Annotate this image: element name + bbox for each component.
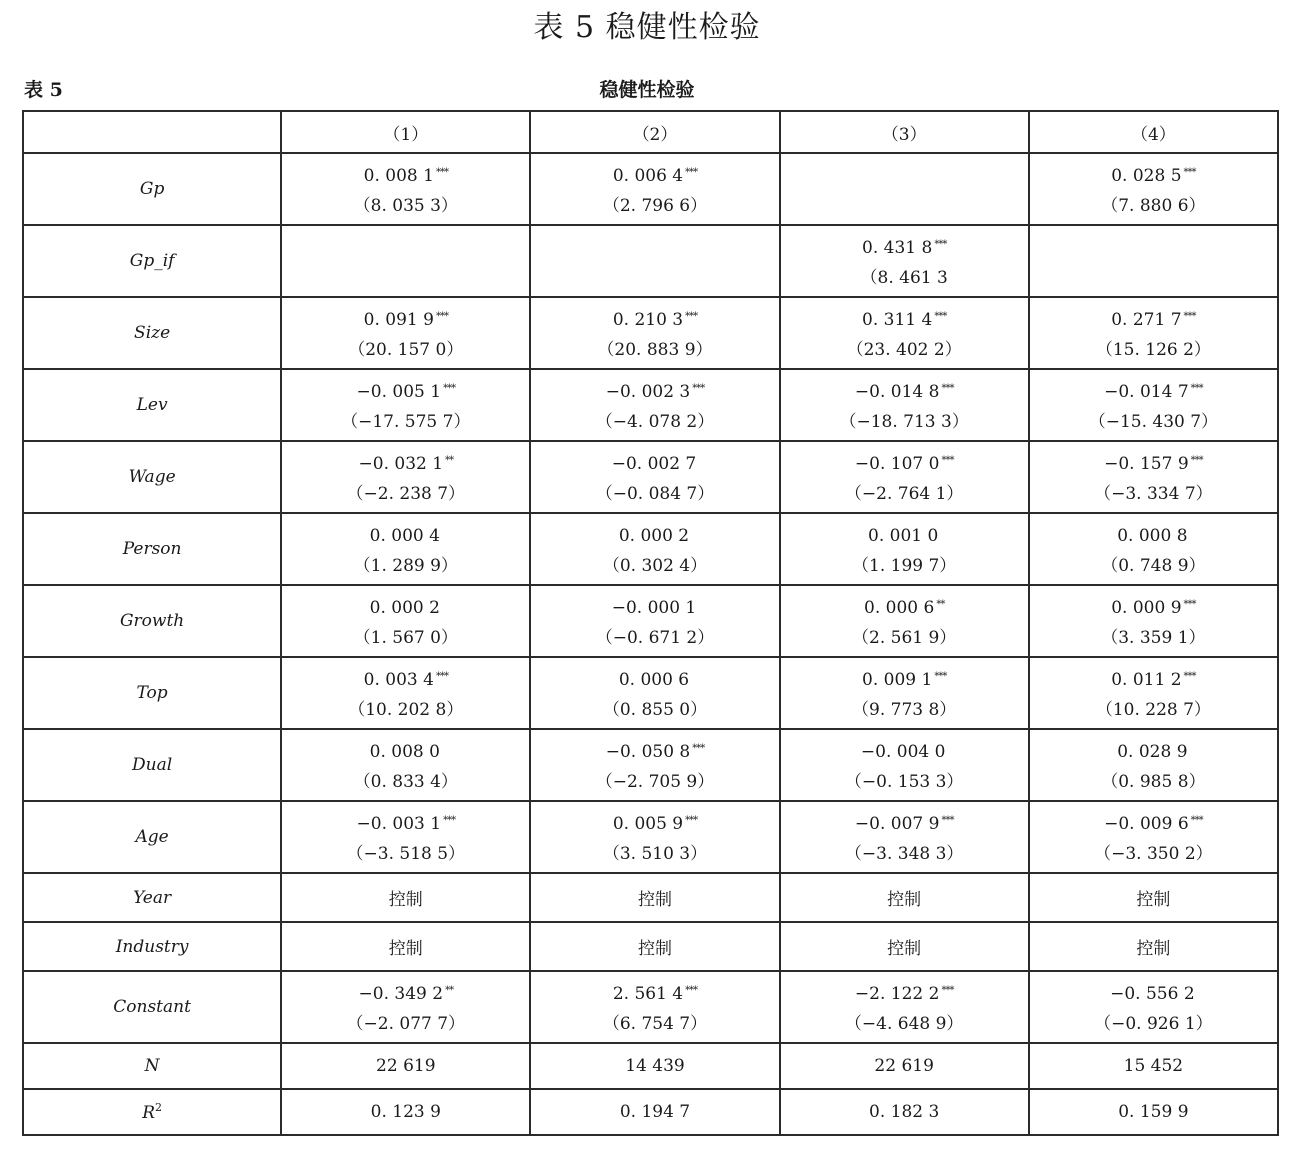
table-cell	[530, 369, 779, 441]
coefficient: −0. 157 9	[1104, 453, 1189, 474]
control-cell: 控制	[1029, 922, 1278, 971]
t-statistic: （−2. 705 9）	[595, 771, 715, 792]
t-statistic: （15. 126 2）	[1095, 339, 1211, 360]
t-statistic: （0. 985 8）	[1101, 771, 1206, 792]
significance-stars: ***	[435, 166, 448, 178]
table-cell	[530, 801, 779, 873]
significance-stars: ***	[941, 382, 954, 394]
significance-stars: ***	[1183, 598, 1196, 610]
coefficient: −0. 002 3	[605, 381, 691, 402]
coefficient: 0. 000 6	[864, 597, 935, 618]
t-statistic: （10. 228 7）	[1095, 699, 1211, 720]
t-statistic: （−2. 764 1）	[844, 483, 964, 504]
table-row-growth	[23, 585, 1278, 657]
table-label: 表 5	[24, 79, 63, 101]
table-cell	[281, 225, 530, 297]
coefficient: −0. 002 7	[611, 453, 697, 474]
table-cell	[780, 369, 1029, 441]
t-statistic: （−4. 648 9）	[844, 1013, 964, 1034]
superscript: 2	[155, 1101, 162, 1114]
control-cell: 控制	[281, 922, 530, 971]
n-cell: 14 439	[530, 1043, 779, 1089]
significance-stars: ***	[934, 238, 947, 250]
coefficient: −0. 050 8	[605, 741, 691, 762]
coefficient: 0. 003 4	[363, 669, 434, 690]
header-row	[23, 111, 1278, 153]
table-row-person	[23, 513, 1278, 585]
table-cell	[530, 971, 779, 1043]
significance-stars: ***	[934, 310, 947, 322]
row-label: Constant	[23, 971, 281, 1043]
r-squared-cell: 0. 159 9	[1029, 1089, 1278, 1135]
table-cell	[1029, 153, 1278, 225]
page-title: 表 5 稳健性检验	[533, 10, 761, 45]
coefficient: 0. 000 9	[1111, 597, 1182, 618]
table-cell	[1029, 657, 1278, 729]
coefficient: 0. 009 1	[862, 669, 933, 690]
coefficient: −0. 014 7	[1104, 381, 1189, 402]
coefficient: −0. 014 8	[854, 381, 940, 402]
row-label: Industry	[23, 922, 281, 971]
t-statistic: （9. 773 8）	[852, 699, 957, 720]
row-label: Dual	[23, 729, 281, 801]
coefficient: −0. 107 0	[854, 453, 940, 474]
t-statistic: （3. 359 1）	[1101, 627, 1206, 648]
significance-stars: ***	[1183, 310, 1196, 322]
coefficient: −0. 349 2	[358, 983, 444, 1004]
table-cell	[281, 297, 530, 369]
significance-stars: ***	[1190, 382, 1203, 394]
t-statistic: （0. 302 4）	[602, 555, 708, 576]
t-statistic: （−17. 575 7）	[341, 411, 471, 432]
table-cell	[780, 801, 1029, 873]
t-statistic: （−3. 518 5）	[346, 843, 466, 864]
row-label: Growth	[23, 585, 281, 657]
table-cell	[530, 441, 779, 513]
table-row-gp	[23, 153, 1278, 225]
significance-stars: ***	[1190, 814, 1203, 826]
significance-stars: ***	[443, 814, 456, 826]
table-cell	[281, 441, 530, 513]
row-label: Size	[23, 297, 281, 369]
t-statistic: （0. 748 9）	[1101, 555, 1206, 576]
table-cell	[530, 225, 779, 297]
t-statistic: （6. 754 7）	[602, 1013, 708, 1034]
significance-stars: ***	[1183, 166, 1196, 178]
t-statistic: （8. 035 3）	[353, 195, 458, 216]
r-squared-cell: 0. 194 7	[530, 1089, 779, 1135]
n-cell: 15 452	[1029, 1043, 1278, 1089]
significance-stars: **	[936, 598, 945, 610]
significance-stars: ***	[941, 984, 954, 996]
coefficient: 2. 561 4	[612, 983, 684, 1004]
significance-stars: ***	[443, 382, 456, 394]
significance-stars: ***	[692, 742, 705, 754]
row-label: Year	[23, 873, 281, 922]
coefficient: 0. 008 1	[363, 165, 434, 186]
row-label: Gp	[23, 153, 281, 225]
table-cell	[1029, 729, 1278, 801]
t-statistic: （23. 402 2）	[846, 339, 962, 360]
significance-stars: ***	[1190, 454, 1203, 466]
table-cell	[530, 513, 779, 585]
table-cell	[1029, 513, 1278, 585]
coefficient: 0. 091 9	[363, 309, 434, 330]
row-label	[23, 1089, 281, 1135]
significance-stars: ***	[685, 984, 698, 996]
table-row-gp-if	[23, 225, 1278, 297]
coefficient: 0. 210 3	[612, 309, 684, 330]
t-statistic: （−18. 713 3）	[839, 411, 969, 432]
table-cell	[530, 153, 779, 225]
table-row-top	[23, 657, 1278, 729]
r-squared-cell: 0. 182 3	[780, 1089, 1029, 1135]
row-label: Age	[23, 801, 281, 873]
row-label: Gp_if	[23, 225, 281, 297]
t-statistic: （20. 157 0）	[348, 339, 464, 360]
t-statistic: （20. 883 9）	[597, 339, 713, 360]
t-statistic: （1. 567 0）	[353, 627, 458, 648]
table-cell	[530, 585, 779, 657]
t-statistic: （8. 461 3	[860, 267, 948, 288]
t-statistic: （−3. 350 2）	[1094, 843, 1213, 864]
t-statistic: （−0. 153 3）	[844, 771, 964, 792]
table-cell	[780, 585, 1029, 657]
table-cell	[1029, 801, 1278, 873]
t-statistic: （0. 855 0）	[602, 699, 708, 720]
table-cell	[530, 657, 779, 729]
table-cell	[1029, 441, 1278, 513]
t-statistic: （7. 880 6）	[1101, 195, 1206, 216]
control-cell: 控制	[281, 873, 530, 922]
coefficient: −0. 009 6	[1104, 813, 1189, 834]
table-cell	[281, 729, 530, 801]
significance-stars: ***	[685, 166, 698, 178]
table-row-lev	[23, 369, 1278, 441]
row-label: Wage	[23, 441, 281, 513]
table-cell	[530, 729, 779, 801]
coefficient: −0. 556 2	[1110, 983, 1195, 1004]
coefficient: −0. 005 1	[356, 381, 442, 402]
coefficient: 0. 000 2	[369, 597, 440, 618]
table-cell	[780, 729, 1029, 801]
n-cell: 22 619	[281, 1043, 530, 1089]
t-statistic: （−0. 084 7）	[595, 483, 715, 504]
coefficient: −0. 000 1	[611, 597, 697, 618]
t-statistic: （10. 202 8）	[348, 699, 464, 720]
significance-stars: **	[445, 454, 454, 466]
coefficient: 0. 028 9	[1117, 741, 1188, 762]
r-squared-cell: 0. 123 9	[281, 1089, 530, 1135]
coefficient: 0. 431 8	[862, 237, 933, 258]
coefficient: 0. 000 6	[618, 669, 690, 690]
coefficient: 0. 311 4	[862, 309, 933, 330]
table-cell	[780, 297, 1029, 369]
significance-stars: ***	[941, 814, 954, 826]
table-cell	[780, 153, 1029, 225]
coefficient: −2. 122 2	[854, 983, 940, 1004]
coefficient: 0. 028 5	[1111, 165, 1182, 186]
t-statistic: （−2. 238 7）	[346, 483, 466, 504]
table-cell	[780, 971, 1029, 1043]
significance-stars: ***	[692, 382, 705, 394]
control-cell: 控制	[780, 873, 1029, 922]
table-row-industry	[23, 922, 1278, 971]
control-cell: 控制	[530, 873, 779, 922]
table-cell	[281, 801, 530, 873]
table-cell	[780, 657, 1029, 729]
r-label: R	[142, 1103, 155, 1123]
table-cell	[1029, 225, 1278, 297]
column-header-4: （4）	[1029, 111, 1278, 153]
significance-stars: ***	[685, 310, 698, 322]
table-cell	[1029, 971, 1278, 1043]
t-statistic: （2. 796 6）	[602, 195, 708, 216]
table-cell	[1029, 297, 1278, 369]
table-cell	[281, 971, 530, 1043]
t-statistic: （−3. 348 3）	[844, 843, 964, 864]
table-row-r-squared	[23, 1089, 1278, 1135]
table-row-constant	[23, 971, 1278, 1043]
coefficient: 0. 000 2	[618, 525, 690, 546]
control-cell: 控制	[1029, 873, 1278, 922]
column-header-2: （2）	[530, 111, 779, 153]
t-statistic: （−2. 077 7）	[346, 1013, 466, 1034]
significance-stars: ***	[435, 670, 448, 682]
significance-stars: ***	[1183, 670, 1196, 682]
coefficient: −0. 004 0	[860, 741, 946, 762]
column-header-3: （3）	[780, 111, 1029, 153]
t-statistic: （−0. 926 1）	[1094, 1013, 1213, 1034]
significance-stars: ***	[685, 814, 698, 826]
coefficient: 0. 000 8	[1117, 525, 1188, 546]
coefficient: 0. 011 2	[1111, 669, 1182, 690]
header-empty-cell	[23, 111, 281, 153]
t-statistic: （0. 833 4）	[353, 771, 458, 792]
significance-stars: **	[445, 984, 454, 996]
table-cell	[281, 657, 530, 729]
t-statistic: （−15. 430 7）	[1088, 411, 1219, 432]
coefficient: 0. 001 0	[868, 525, 939, 546]
table-cell	[780, 513, 1029, 585]
coefficient: 0. 006 4	[612, 165, 684, 186]
significance-stars: ***	[435, 310, 448, 322]
row-label: N	[23, 1043, 281, 1089]
coefficient: 0. 005 9	[612, 813, 684, 834]
column-header-1: （1）	[281, 111, 530, 153]
table-cell	[780, 441, 1029, 513]
coefficient: 0. 271 7	[1111, 309, 1182, 330]
t-statistic: （−0. 671 2）	[595, 627, 715, 648]
table-cell	[1029, 585, 1278, 657]
table-cell	[281, 153, 530, 225]
row-label: Top	[23, 657, 281, 729]
table-cell	[1029, 369, 1278, 441]
significance-stars: ***	[934, 670, 947, 682]
table-row-wage	[23, 441, 1278, 513]
table-caption: 稳健性检验	[599, 79, 695, 101]
row-label: Lev	[23, 369, 281, 441]
table-row-age	[23, 801, 1278, 873]
table-cell	[281, 585, 530, 657]
table-row-year	[23, 873, 1278, 922]
robustness-table	[22, 110, 1279, 1136]
table-cell	[281, 513, 530, 585]
t-statistic: （−3. 334 7）	[1094, 483, 1213, 504]
t-statistic: （−4. 078 2）	[595, 411, 715, 432]
t-statistic: （3. 510 3）	[602, 843, 708, 864]
control-cell: 控制	[530, 922, 779, 971]
t-statistic: （2. 561 9）	[852, 627, 957, 648]
coefficient: −0. 032 1	[358, 453, 444, 474]
table-row-n	[23, 1043, 1278, 1089]
row-label: Person	[23, 513, 281, 585]
n-cell: 22 619	[780, 1043, 1029, 1089]
table-row-size	[23, 297, 1278, 369]
table-cell	[530, 297, 779, 369]
t-statistic: （1. 289 9）	[353, 555, 458, 576]
coefficient: 0. 000 4	[369, 525, 440, 546]
t-statistic: （1. 199 7）	[852, 555, 957, 576]
significance-stars: ***	[941, 454, 954, 466]
coefficient: 0. 008 0	[369, 741, 440, 762]
table-row-dual	[23, 729, 1278, 801]
table-cell	[780, 225, 1029, 297]
coefficient: −0. 003 1	[356, 813, 442, 834]
table-cell	[281, 369, 530, 441]
coefficient: −0. 007 9	[854, 813, 940, 834]
control-cell: 控制	[780, 922, 1029, 971]
